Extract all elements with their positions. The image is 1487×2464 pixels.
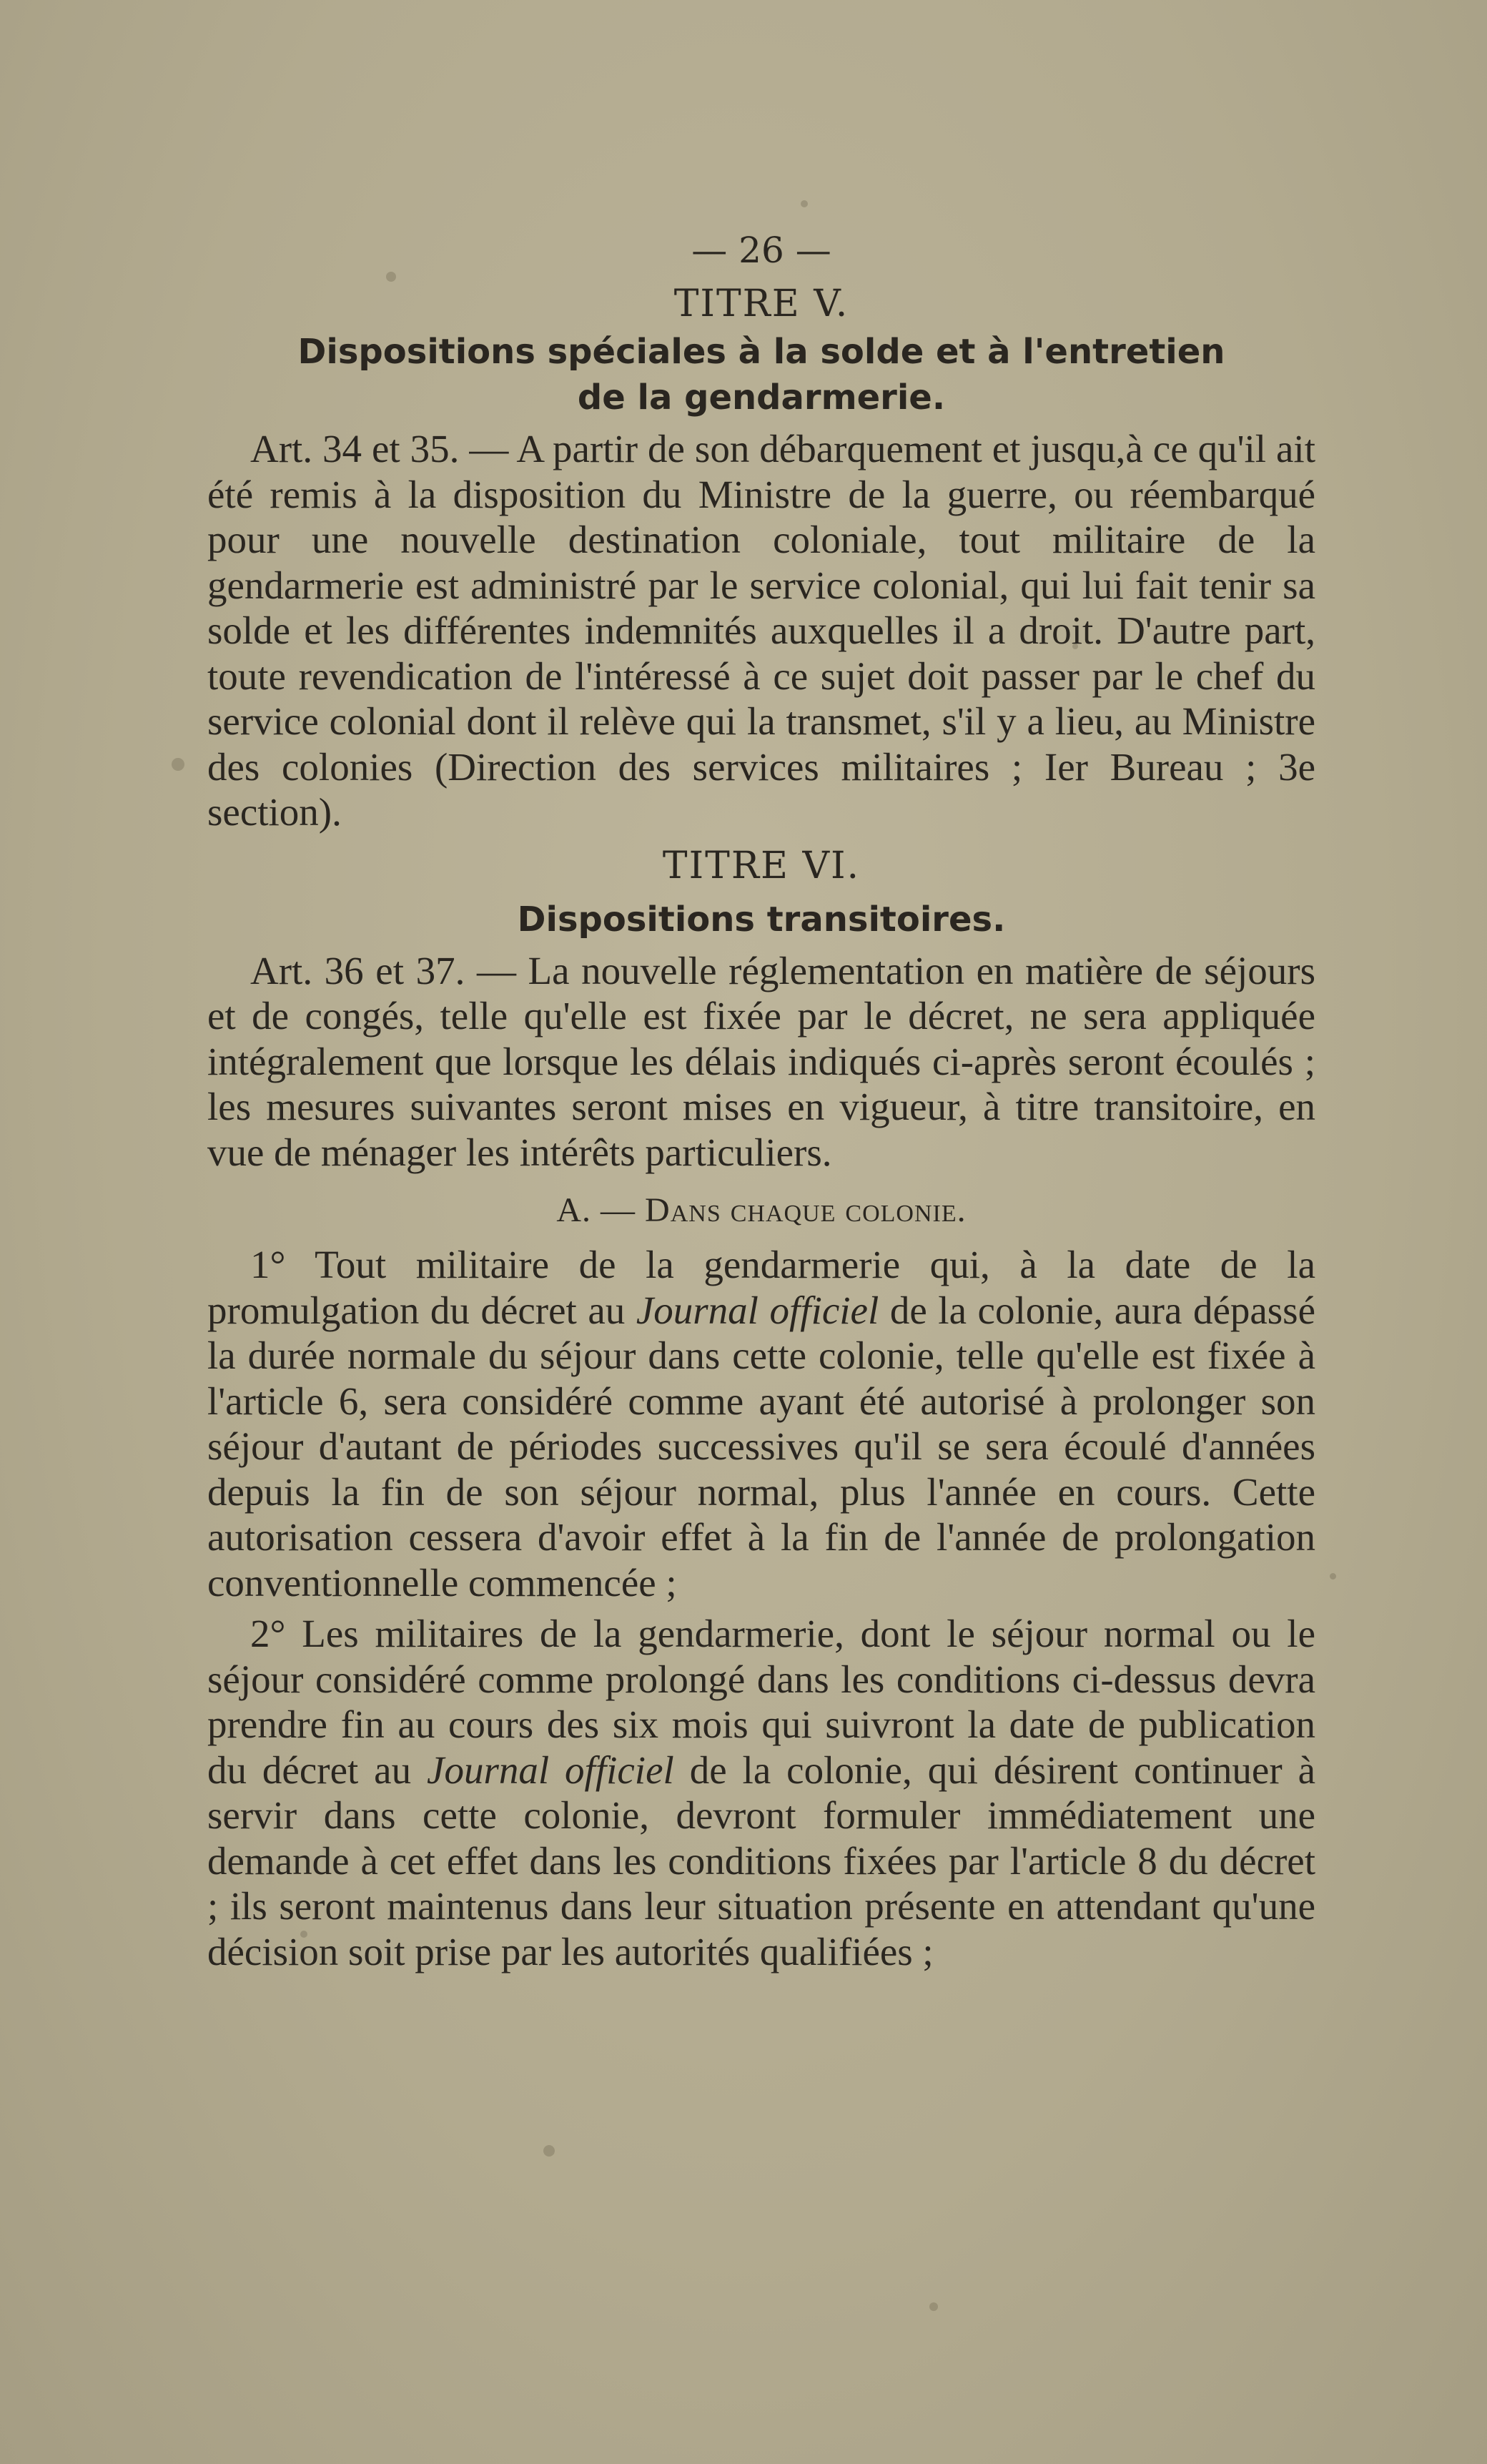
section-a-prefix: A. — D	[556, 1191, 671, 1229]
item-1	[207, 1242, 1315, 1605]
article-36-37: Art. 36 et 37. — La nouvelle réglementation en matière de séjours et de congés, telle qu'elle est fixée par le décret, ne sera appliquée intégralement que lorsque les délais indiqués ci-après seront écoulés ; les mesures suivantes seront mises en vigueur, à titre transitoire, en vue de ménager les intérêts particuliers.	[207, 948, 1315, 1174]
item-1-part2: de la colonie, aura dépassé la durée normale du séjour dans cette colonie, telle qu'elle est fixée à l'article 6, sera considéré comme ayant été autorisé à prolonger son séjour d'autant de périodes successives qu'il se sera écoulé d'années depuis la fin de son séjour normal, plus l'année en cours. Cette autorisation cessera d'avoir effet à la fin de l'année de prolongation conventionnelle commencée ;	[207, 1288, 1315, 1605]
titre-6-title: TITRE VI.	[662, 844, 861, 887]
section-a-rest: ans chaque colonie.	[670, 1191, 967, 1229]
item-2	[207, 1611, 1315, 1974]
item-2-part1: 2° Les militaires de la gendarmerie, dont le séjour normal ou le séjour considéré comme prolongé dans les conditions ci-dessus devra prendre fin au cours des six mois qui suivront la date de publication du décret au	[207, 1612, 1315, 1792]
section-a-heading	[207, 1185, 1315, 1236]
titre-5-title: TITRE V.	[673, 282, 849, 325]
titre-5-heading-line2: de la gendarmerie.	[577, 378, 946, 418]
item-2-journal: Journal officiel	[427, 1748, 674, 1792]
article-34-35: Art. 34 et 35. — A partir de son débarquement et jusqu,à ce qu'il ait été remis à la disposition du Ministre de la guerre, ou réembarqué pour une nouvelle destination coloniale, tout militaire de la gendarmerie est administré par le service colonial, qui lui fait tenir sa solde et les différentes indemnités auxquelles il a droit. D'autre part, toute revendication de l'intéressé à ce sujet doit passer par le chef du service colonial dont il relève qui la transmet, s'il y a lieu, au Ministre des colonies (Direction des services militaires ; Ier Bureau ; 3e section).	[207, 427, 1315, 834]
page-content	[207, 222, 1315, 1974]
titre-6-heading: Dispositions transitoires.	[517, 899, 1006, 940]
item-1-part1: 1° Tout militaire de la gendarmerie qui, à la date de la promulgation du décret au	[207, 1243, 1315, 1332]
page-number: — 26 —	[691, 230, 831, 271]
titre-5-heading-line1: Dispositions spéciales à la solde et à l'entretien	[297, 332, 1225, 372]
item-2-part2: de la colonie, qui désirent continuer à servir dans cette colonie, devront formuler immédiatement une demande à cet effet dans les conditions fixées par l'article 8 du décret ; ils seront maintenus dans leur situation présente en attendant qu'une décision soit prise par les autorités qualifiées ;	[207, 1748, 1315, 1973]
item-1-journal: Journal officiel	[636, 1288, 879, 1332]
